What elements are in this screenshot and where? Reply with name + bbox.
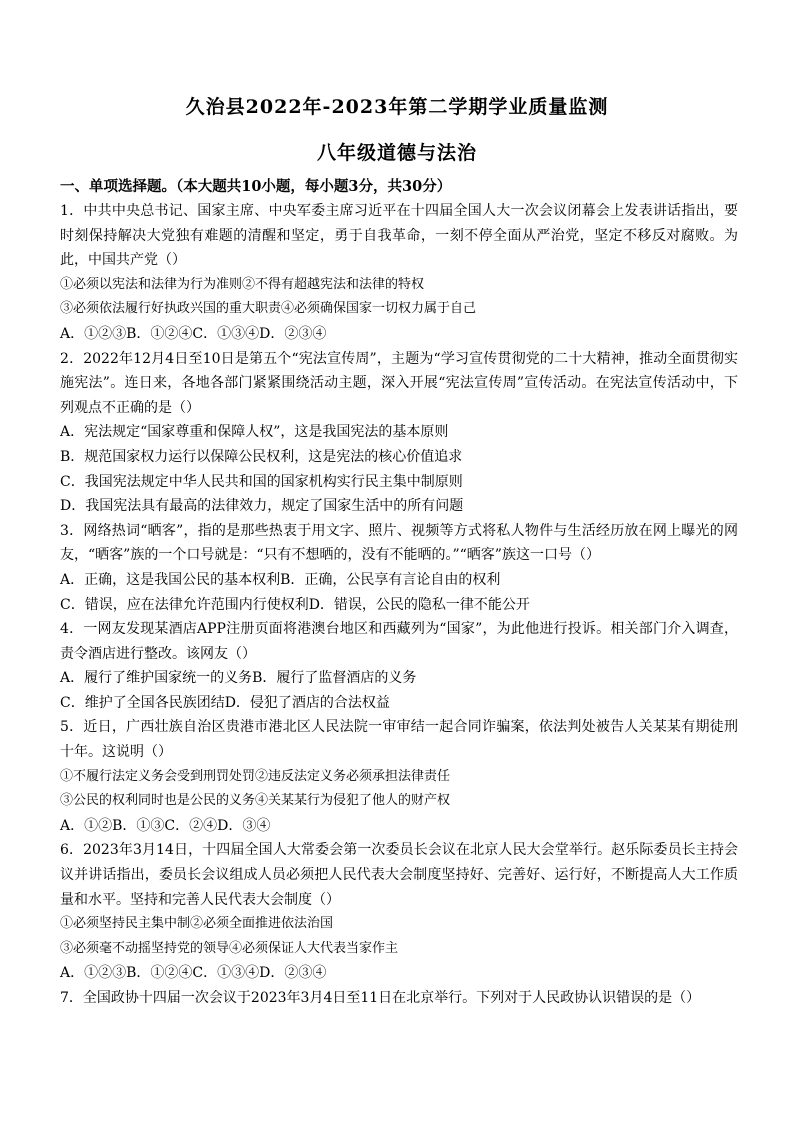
question-line: A．正确，这是我国公民的基本权利B．正确，公民享有言论自由的权利 [60,571,501,588]
question-line: C．维护了全国各民族团结D．侵犯了酒店的合法权益 [60,694,390,711]
question-line: ③公民的权利同时也是公民的义务④关某某行为侵犯了他人的财产权 [60,793,451,809]
question-line: ③必须毫不动摇坚持党的领导④必须保证人大代表当家作主 [60,940,399,956]
question-line: C．错误，应在法律允许范围内行使权利D．错误，公民的隐私一律不能公开 [60,596,530,613]
question-line: 2．2022年12月4日至10日是第五个“宪法宣传周”，主题为“学习宣传贯彻党的二十大精神，推动全面贯彻实施宪法”。连日来，各地各部门紧紧围绕活动主题，深入开展“宪法宣传周”宣传活动。在宪法宣传活动中，下列观点不正确的是（） [60,350,738,416]
exam-title: 久治县2022年-2023年第二学期学业质量监测 [185,96,609,118]
question-line: A．履行了维护国家统一的义务B．履行了监督酒店的义务 [60,670,417,687]
question-line: 5．近日，广西壮族自治区贵港市港北区人民法院一审审结一起合同诈骗案，依法判处被告人关某某有期徒刑十年。这说明（） [60,719,738,761]
question-line: C．我国宪法规定中华人民共和国的国家机构实行民主集中制原则 [60,473,463,490]
question-line: A．①②B．①③C．②④D．③④ [60,817,271,834]
question-line: 3．网络热词“晒客”，指的是那些热衷于用文字、照片、视频等方式将私人物件与生活经历放在网上曝光的网友，“晒客”族的一个口号就是：“只有不想晒的，没有不能晒的。”“晒客”族这一口号（） [60,522,738,564]
question-line: A．宪法规定“国家尊重和保障人权”，这是我国宪法的基本原则 [60,424,449,441]
question-line: ①必须以宪法和法律为行为准则②不得有超越宪法和法律的特权 [60,276,425,292]
question-line: ③必须依法履行好执政兴国的重大职责④必须确保国家一切权力属于自己 [60,301,477,317]
question-line: D．我国宪法具有最高的法律效力，规定了国家生活中的所有问题 [60,498,464,515]
question-line: B．规范国家权力运行以保障公民权利，这是宪法的核心价值追求 [60,448,463,465]
question-line: 1．中共中央总书记、国家主席、中央军委主席习近平在十四届全国人大一次会议闭幕会上发表讲话指出，要时刻保持解决大党独有难题的清醒和坚定，勇于自我革命，一刻不停全面从严治党，坚定不移反对腐败。为此，中国共产党（） [60,203,738,269]
question-list [60,199,738,1011]
section-heading: 一、单项选择题。（本大题共10小题，每小题3分，共30分） [60,178,452,195]
question-line: 4．一网友发现某酒店APP注册页面将港澳台地区和西藏列为“国家”，为此他进行投诉。相关部门介入调查，责令酒店进行整改。该网友（） [60,621,738,662]
exam-subject: 八年级道德与法治 [316,142,477,164]
question-line: A．①②③B．①②④C．①③④D．②③④ [60,965,327,982]
question-line: 6．2023年3月14日，十四届全国人大常委会第一次委员长会议在北京人民大会堂举行。赵乐际委员长主持会议并讲话指出，委员长会议组成人员必须把人民代表大会制度坚持好、完善好、运行好，不断提高人大工作质量和水平。坚持和完善人民代表大会制度（） [60,842,738,908]
question-line: 7．全国政协十四届一次会议于2023年3月4日至11日在北京举行。下列对于人民政协认识错误的是（） [60,990,701,1006]
question-line: ①不履行法定义务会受到刑罚处罚②违反法定义务必须承担法律责任 [60,768,451,784]
question-line: A．①②③B．①②④C．①③④D．②③④ [60,325,327,342]
question-line: ①必须坚持民主集中制②必须全面推进依法治国 [60,916,334,932]
